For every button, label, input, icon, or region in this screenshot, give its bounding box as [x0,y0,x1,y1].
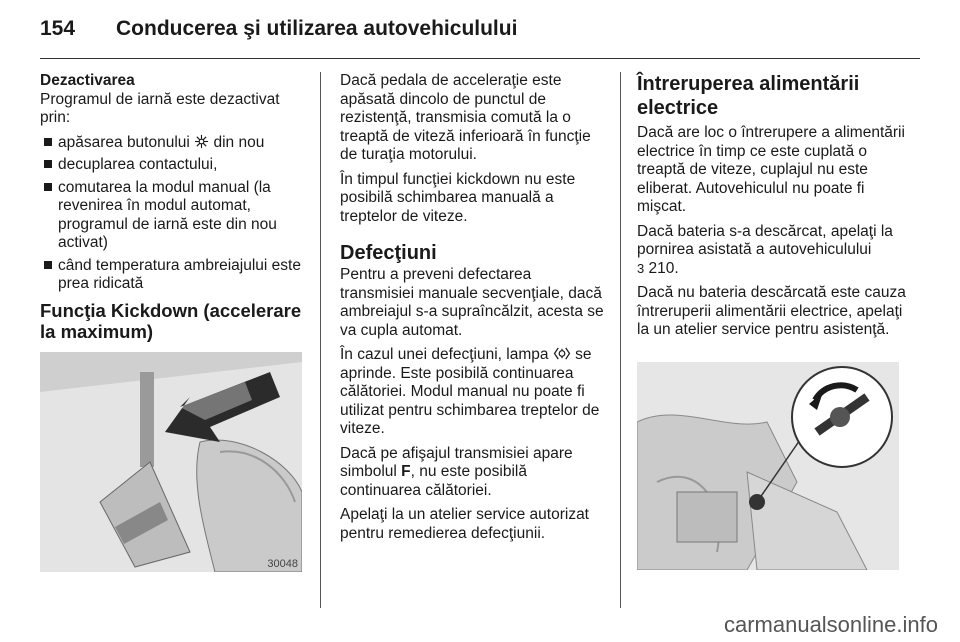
power-paragraph-2: Dacă bateria s-a descărcat, apelaţi la pornirea asistată a autovehiculului 3 210. [637,222,893,277]
engine-bay-drawing [637,362,899,570]
page-title: Conducerea şi utilizarea autovehiculului [116,17,518,40]
page-header [40,10,920,54]
column-divider [320,72,321,608]
page-reference-arrow: 3 [637,260,645,276]
column-left [40,72,308,347]
faults-heading: Defecţiuni [340,242,437,264]
column-right [637,72,907,346]
watermark: carmanualsonline.info [723,612,938,637]
faults-paragraph-4: Apelaţi la un atelier service autorizat pentru remedierea defecţiunii. [340,506,589,542]
list-item: când temperatura ambreiajului este prea ridicată [40,257,308,294]
snowflake-icon [194,134,209,149]
list-item: apăsarea butonului din nou [40,134,308,153]
faults-paragraph-3: Dacă pe afişajul transmisiei apare simbolul F, nu este posibilă continuarea călătoriei. [340,444,573,499]
header-divider [40,58,920,59]
kickdown-pedal-illustration [40,352,302,572]
pedal-drawing [40,352,302,572]
list-item: decuplarea contactului, [40,156,308,175]
kickdown-heading: Funcţia Kickdown (accelerare la maximum) [40,299,302,342]
figure-code: 30048 [267,558,298,570]
column-divider [620,72,621,608]
gearbox-release-illustration [637,362,899,570]
transmission-warning-icon [553,346,571,361]
column-middle [340,72,608,549]
power-paragraph-3: Dacă nu bateria descărcată este cauza întreruperii alimentării electrice, apelaţi la un atelier service pentru asistenţă. [637,284,906,338]
bullet-icon [44,138,52,146]
faults-paragraph-1: Pentru a preveni defectarea transmisiei manuale secvenţiale, dacă ambreiajul s-a supraîncălzit, acesta se va cupla automat. [340,266,604,339]
deactivation-list [40,134,308,294]
bullet-icon [44,261,52,269]
deactivation-intro: Programul de iarnă este dezactivat prin: [40,90,280,126]
bullet-icon [44,160,52,168]
power-interruption-heading: Întreruperea alimentării electrice [637,73,860,119]
bullet-icon [44,183,52,191]
deactivation-subhead: Dezactivarea [40,72,135,89]
list-item: comutarea la modul manual (la revenirea în modul automat, programul de iarnă este din nou activat) [40,179,308,253]
faults-paragraph-2: În cazul unei defecţiuni, lampa se aprinde. Este posibilă continuarea călătoriei. Modul manual nu poate fi utilizat pentru schimbarea treptelor de viteze. [340,346,600,437]
power-paragraph-1: Dacă are loc o întrerupere a alimentării electrice în timp ce este cuplată o treaptă de viteze, cuplajul nu este eliberat. Autovehiculul nu poate fi mişcat. [637,124,905,215]
kickdown-paragraph-2: În timpul funcţiei kickdown nu este posibilă schimbarea manuală a treptelor de viteze. [340,170,576,225]
kickdown-paragraph-1: Dacă pedala de acceleraţie este apăsată dincolo de punctul de rezistenţă, transmisia comută la o treaptă de viteză inferioară în funcţie de turaţia motorului. [340,72,591,163]
page-number: 154 [40,17,76,40]
